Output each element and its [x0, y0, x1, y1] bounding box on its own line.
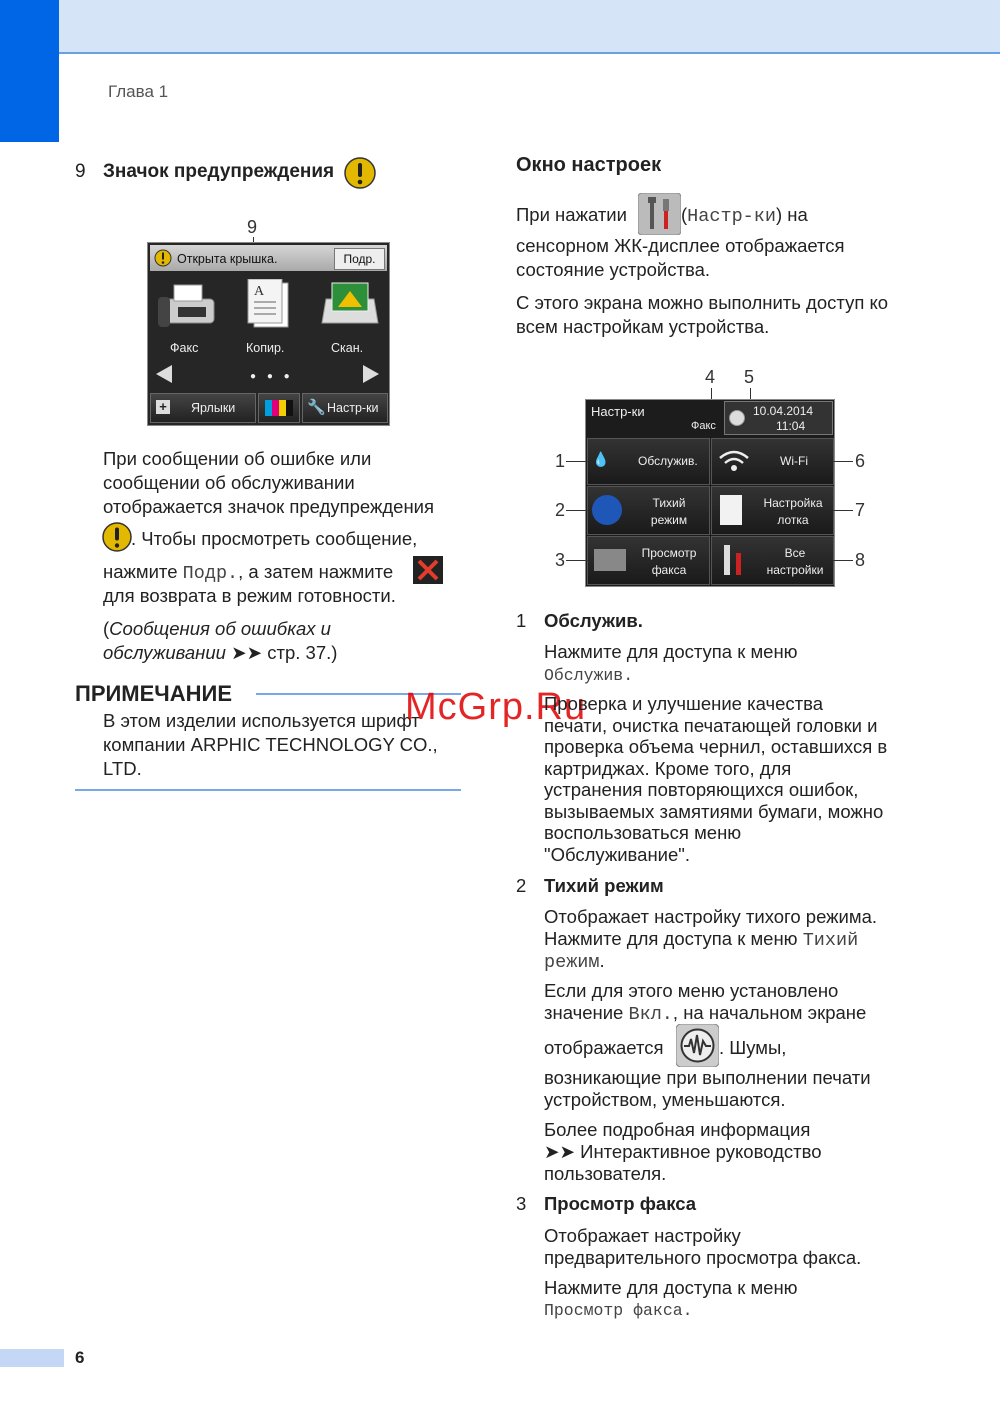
message-text: Открыта крышка. [177, 252, 278, 266]
item1-desc-7: воспользоваться меню [544, 822, 742, 843]
item3-line3: Нажмите для доступа к меню [544, 1277, 798, 1298]
item2-title: Тихий режим [544, 875, 664, 896]
tools-icon: 🔧 [307, 399, 326, 416]
plus-icon: + [156, 400, 170, 414]
para1-line1: При сообщении об ошибке или [103, 448, 372, 469]
settings-label: Настр-ки [327, 401, 379, 415]
para1-press: нажмите [103, 561, 183, 582]
item2-line10 [544, 1140, 822, 1164]
callout-3: 3 [555, 550, 566, 570]
callout-6: 6 [855, 451, 866, 471]
details-code: Подр. [182, 563, 239, 584]
time-text: 11:04 [776, 419, 806, 433]
warning-icon [344, 157, 376, 189]
ref-line1 [103, 617, 331, 641]
item2-line9: Более подробная информация [544, 1119, 811, 1140]
fax-preview-cell[interactable] [587, 536, 710, 585]
maintenance-label: Обслужив. [638, 454, 698, 468]
scan-icon[interactable] [318, 279, 382, 333]
maintenance-cell[interactable] [587, 438, 710, 485]
para1-line6: для возврата в режим готовности. [103, 585, 396, 606]
item2-shown: отображается [544, 1037, 664, 1058]
warning-icon [154, 249, 172, 267]
fax-preview-label: Просмотр факса [641, 546, 697, 577]
clock-icon [729, 410, 745, 426]
svg-text:A: A [254, 284, 265, 299]
callout-7: 7 [855, 500, 866, 520]
tray-settings-label: Настройка лотка [763, 496, 823, 527]
para1-line5 [103, 560, 393, 586]
home-screen [147, 242, 390, 426]
callout-5: 5 [744, 367, 755, 387]
paper-icon [720, 495, 742, 525]
header-band [0, 0, 1000, 54]
item3-number: 3 [516, 1193, 527, 1214]
callout-1: 1 [555, 451, 566, 471]
item2-noise: . Шумы, [719, 1037, 787, 1058]
p1-post: ) на [776, 204, 808, 225]
shortcuts-button[interactable] [150, 393, 256, 423]
note-line2: компании ARPHIC TECHNOLOGY CO., [103, 734, 438, 755]
datetime-button[interactable] [724, 401, 833, 435]
copy-label: Копир. [246, 341, 285, 355]
page-number: 6 [75, 1348, 85, 1367]
callout-line-1 [566, 461, 588, 462]
callout-9: 9 [247, 217, 258, 237]
chapter-label: Глава 1 [108, 82, 169, 101]
para1-then: , а затем нажмите [238, 561, 394, 582]
item1-number: 1 [516, 610, 527, 631]
item2-code-b: режим [544, 952, 600, 973]
item2-line1: Отображает настройку тихого режима. [544, 906, 878, 927]
ink-icon [265, 400, 293, 416]
quiet-mode-icon [592, 495, 622, 525]
ref-arrows: ➤➤ [231, 642, 263, 663]
fax-icon[interactable] [154, 279, 220, 333]
scan-label: Скан. [331, 341, 364, 355]
prev-arrow-icon[interactable] [156, 365, 172, 383]
ink-drops-icon: 💧 [592, 451, 610, 467]
tools-icon [724, 545, 730, 575]
p2-line2: всем настройкам устройства. [516, 316, 770, 337]
p1-open: ( [681, 204, 688, 225]
item1-desc-2: печати, очистка печатающей головки и [544, 714, 878, 736]
callout-4: 4 [705, 367, 716, 387]
next-arrow-icon[interactable] [363, 365, 379, 383]
callout-2: 2 [555, 500, 566, 520]
para1-line2: сообщении об обслуживании [103, 472, 355, 493]
settings-code: Настр-ки [687, 206, 776, 227]
note-title: ПРИМЕЧАНИЕ [75, 681, 233, 706]
item1-desc-5: устранения повторяющихся ошибок, [544, 779, 859, 800]
p2-line1: С этого экрана можно выполнить доступ ко [516, 292, 889, 313]
item3-line2: предварительного просмотра факса. [544, 1247, 862, 1268]
item1-desc-1: Проверка и улучшение качества [544, 693, 824, 714]
ref-title-b: обслуживании [103, 642, 226, 663]
item3-code: Просмотр факса. [544, 1301, 693, 1320]
tray-settings-cell[interactable] [711, 486, 834, 535]
item2-number: 2 [516, 875, 527, 896]
date-text: 10.04.2014 [753, 404, 814, 418]
screen-fax-status: Факс [691, 420, 716, 432]
callout-line-2 [566, 510, 588, 511]
section-title: Окно настроек [516, 154, 662, 176]
item2-on-code: Вкл. [628, 1004, 673, 1025]
para1-line4: . Чтобы просмотреть сообщение, [131, 528, 418, 549]
watermark: McGrp.Ru [405, 686, 587, 728]
chapter-tab [0, 0, 59, 142]
note-line1: В этом изделии используется шрифт [103, 710, 420, 731]
wifi-label: Wi-Fi [780, 454, 808, 468]
settings-button[interactable] [302, 393, 388, 423]
ref-open: ( [103, 618, 110, 639]
item1-code: Обслужив. [544, 666, 634, 685]
item2-line7: возникающие при выполнении печати [544, 1067, 871, 1088]
copy-icon[interactable] [240, 279, 300, 333]
wifi-icon [718, 449, 750, 473]
item2-line3 [544, 949, 605, 975]
para1-line3: отображается значок предупреждения [103, 496, 435, 517]
p1-line2: сенсорном ЖК-дисплее отображается [516, 235, 845, 256]
item1-desc-4: картриджах. Кроме того, для [544, 757, 792, 779]
callout-line-8 [833, 560, 853, 561]
item2-arrows: ➤➤ [544, 1141, 576, 1162]
callout-line-6 [833, 461, 853, 462]
fax-machine-icon [594, 549, 626, 571]
details-button[interactable]: Подр. [334, 248, 385, 270]
item3-line1: Отображает настройку [544, 1225, 741, 1246]
item1-line1: Нажмите для доступа к меню [544, 641, 798, 662]
p1-line3: состояние устройства. [516, 259, 710, 280]
p1-press: При нажатии [516, 204, 627, 225]
note-line3: LTD. [103, 758, 142, 779]
quiet-mode-cell[interactable] [587, 486, 710, 535]
ref-line2 [103, 641, 337, 665]
note-rule-bottom [75, 789, 461, 791]
ink-button[interactable] [258, 393, 300, 423]
settings-tools-icon [638, 193, 681, 235]
item1-title: Обслужив. [544, 610, 643, 631]
item2-value: значение [544, 1002, 629, 1023]
item-number: 9 [75, 161, 86, 182]
item2-home: , на начальном экране [672, 1002, 867, 1023]
item2-line8: устройством, уменьшаются. [544, 1089, 786, 1110]
item3-title: Просмотр факса [544, 1193, 697, 1214]
item1-desc [544, 693, 887, 865]
p1-line1-rest [681, 203, 808, 229]
wifi-cell[interactable] [711, 438, 834, 485]
shortcuts-label: Ярлыки [191, 401, 236, 415]
screwdriver-icon [736, 553, 741, 575]
quiet-mode-label: Тихий режим [650, 496, 688, 527]
callout-line-7 [833, 510, 853, 511]
item2-press: Нажмите для доступа к меню [544, 928, 803, 949]
page-dots: ● ● ● [250, 371, 294, 382]
all-settings-cell[interactable] [711, 536, 834, 585]
item1-desc-6: вызываемых замятиями бумаги, можно [544, 800, 884, 822]
quiet-mode-icon [676, 1024, 719, 1067]
item2-line5 [544, 1001, 866, 1027]
item2-guide: Интерактивное руководство [575, 1141, 822, 1162]
item2-line4: Если для этого меню установлено [544, 980, 839, 1001]
settings-screen [585, 399, 835, 587]
callout-8: 8 [855, 550, 866, 570]
fax-label: Факс [170, 341, 199, 355]
warning-icon [102, 522, 132, 552]
item2-period: . [599, 950, 605, 971]
all-settings-label: Все настройки [766, 546, 824, 577]
item2-line11: пользователя. [544, 1163, 667, 1184]
ref-page: стр. 37.) [262, 642, 338, 663]
item-title: Значок предупреждения [103, 161, 335, 182]
item1-desc-8: "Обслуживание". [544, 843, 691, 865]
item1-desc-3: проверка объема чернил, оставшихся в [544, 736, 888, 757]
callout-line-3 [566, 560, 588, 561]
item2-code-a: Тихий [802, 930, 859, 951]
close-icon [413, 556, 443, 584]
screen-title: Настр-ки [591, 404, 645, 419]
ref-title-a: Сообщения об ошибках и [109, 618, 331, 639]
footer-band [0, 1349, 64, 1367]
